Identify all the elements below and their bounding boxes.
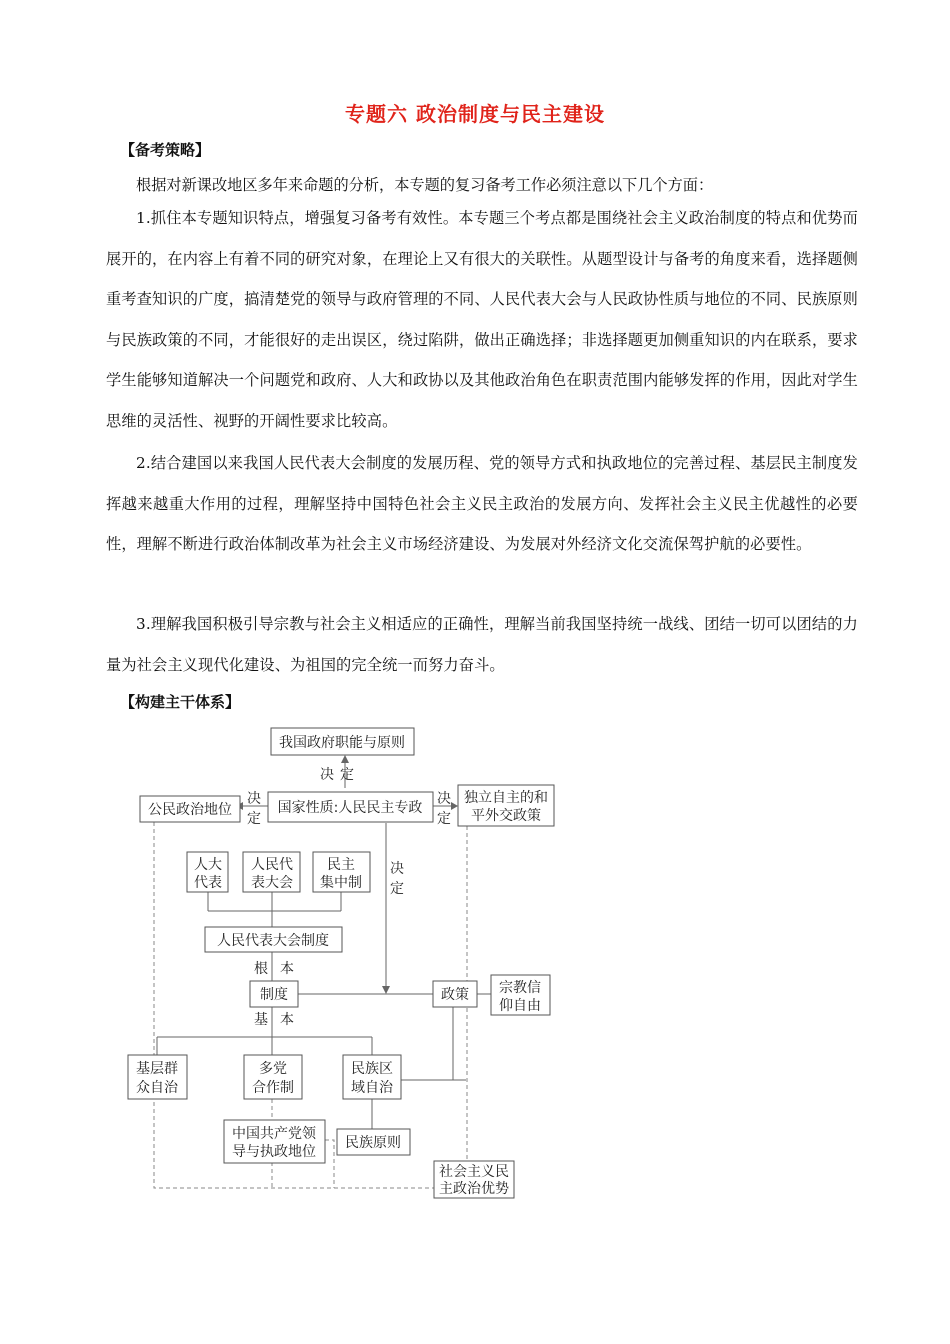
npc-label: 人民代 [251, 857, 293, 873]
gov-functions-label: 我国政府职能与原则 [279, 735, 405, 751]
ethnic-autonomy-label: 民族区 [351, 1061, 393, 1077]
decide-label: 定 [437, 811, 451, 827]
dashed-connector [325, 1140, 334, 1188]
arrow-right-icon [451, 802, 458, 810]
democratic-centralism-label: 集中制 [320, 875, 362, 891]
foreign-policy-label: 独立自主的和 [464, 790, 548, 806]
democratic-centralism-label: 民主 [327, 857, 355, 873]
cpc-leadership-label: 导与执政地位 [232, 1144, 316, 1160]
religion-label: 宗教信 [499, 980, 541, 996]
grassroots-label: 基层群 [136, 1061, 178, 1077]
foreign-policy-label: 平外交政策 [471, 808, 541, 824]
decide-label: 定 [247, 811, 261, 827]
cpc-leadership-label: 中国共产党领 [232, 1126, 316, 1142]
decide-label: 定 [390, 881, 404, 897]
fundamental-label: 本 [280, 961, 294, 977]
fundamental-label: 根 [254, 961, 268, 977]
framework-heading: 【构建主干体系】 [120, 693, 241, 711]
arrow-up-icon [341, 755, 349, 763]
decide-label: 决 [390, 861, 404, 877]
intro-paragraph: 根据对新课改地区多年来命题的分析，本专题的复习备考工作必须注意以下几个方面： [136, 176, 714, 194]
multiparty-label: 多党 [259, 1061, 287, 1077]
ethnic-autonomy-label: 域自治 [351, 1080, 393, 1096]
npc-system-label: 人民代表大会制度 [217, 933, 329, 949]
democratic-advantage-label: 主政治优势 [439, 1181, 509, 1197]
arrow-down-icon [382, 986, 390, 994]
basic-label: 本 [280, 1012, 294, 1028]
policy-label: 政策 [441, 987, 469, 1003]
grassroots-label: 众自治 [136, 1080, 178, 1096]
strategy-paragraph-2: 2.结合建国以来我国人民代表大会制度的发展历程、党的领导方式和执政地位的完善过程、基层民主制度发挥越来越重大作用的过程，理解坚持中国特色社会主义民主政治的发展方向、发挥社会主义民主优越性的必要性，理解不断进行政治体制改革为社会主义市场经济建设、为发展对外经济文化交流保驾护航的必要性。 [106, 454, 858, 553]
strategy-paragraph-1: 1.抓住本专题知识特点，增强复习备考有效性。本专题三个考点都是围绕社会主义政治制度的特点和优势而展开的，在内容上有着不同的研究对象，在理论上又有很大的关联性。从题型设计与备考的角度来看，选择题侧重考查知识的广度，搞清楚党的领导与政府管理的不同、人民代表大会与人民政协性质与地位的不同、民族原则与民族政策的不同，才能很好的走出误区，绕过陷阱，做出正确选择；非选择题更加侧重知识的内在联系，要求学生能够知道解决一个问题党和政府、人大和政协以及其他政治角色在职责范围内能够发挥的作用，因此对学生思维的灵活性、视野的开阔性要求比较高。 [106, 209, 858, 430]
democratic-advantage-label: 社会主义民 [439, 1164, 509, 1180]
system-label: 制度 [260, 987, 288, 1003]
strategy-paragraph-3: 3.理解我国积极引导宗教与社会主义相适应的正确性，理解当前我国坚持统一战线、团结一切可以团结的力量为社会主义现代化建设、为祖国的完全统一而努力奋斗。 [106, 615, 858, 674]
decide-label: 决 [437, 791, 451, 807]
basic-label: 基 [254, 1012, 268, 1028]
religion-label: 仰自由 [499, 998, 541, 1014]
multiparty-label: 合作制 [252, 1080, 294, 1096]
npc-label: 表大会 [251, 875, 293, 891]
decide-label: 定 [340, 767, 354, 783]
state-nature-label: 国家性质:人民民主专政 [277, 800, 423, 816]
strategy-heading: 【备考策略】 [120, 141, 211, 159]
deputies-label: 人大 [194, 857, 222, 873]
decide-label: 决 [320, 767, 334, 783]
document-title: 专题六 政治制度与民主建设 [345, 102, 605, 126]
citizen-status-label: 公民政治地位 [148, 802, 232, 818]
ethnic-principle-label: 民族原则 [345, 1135, 401, 1151]
decide-label: 决 [247, 791, 261, 807]
deputies-label: 代表 [194, 875, 222, 891]
